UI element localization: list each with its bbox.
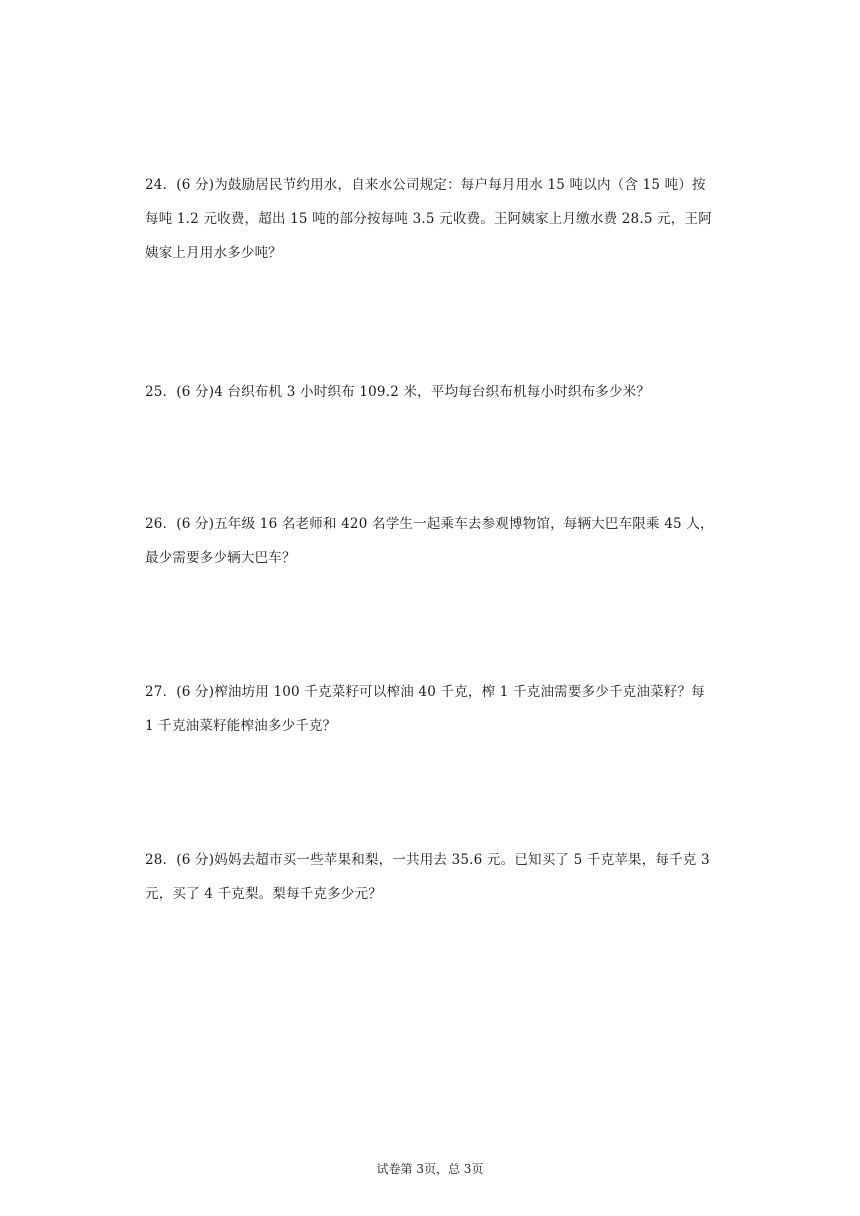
- question-28: 28．(6 分)妈妈去超市买一些苹果和梨，一共用去 35.6 元。已知买了 5 千克苹果，每千克 3 元，买了 4 千克梨。梨每千克多少元？: [145, 852, 710, 902]
- question-26: 26．(6 分)五年级 16 名老师和 420 名学生一起乘车去参观博物馆，每辆大巴车限乘 45 人，最少需要多少辆大巴车？: [145, 516, 714, 566]
- question-25: 25．(6 分)4 台织布机 3 小时织布 109.2 米，平均每台织布机每小时织布多少米？: [145, 384, 651, 400]
- page-footer: 试卷第 3页，总 3页: [376, 1162, 484, 1176]
- question-24: 24．(6 分)为鼓励居民节约用水，自来水公司规定：每户每月用水 15 吨以内（含 15 吨）按每吨 1.2 元收费，超出 15 吨的部分按每吨 3.5 元收费。王阿姨家上月缴水费 28.5 元，王阿姨家上月用水多少吨？: [145, 177, 712, 261]
- question-27: 27．(6 分)榨油坊用 100 千克菜籽可以榨油 40 千克，榨 1 千克油需要多少千克油菜籽？每 1 千克油菜籽能榨油多少千克？: [145, 684, 705, 734]
